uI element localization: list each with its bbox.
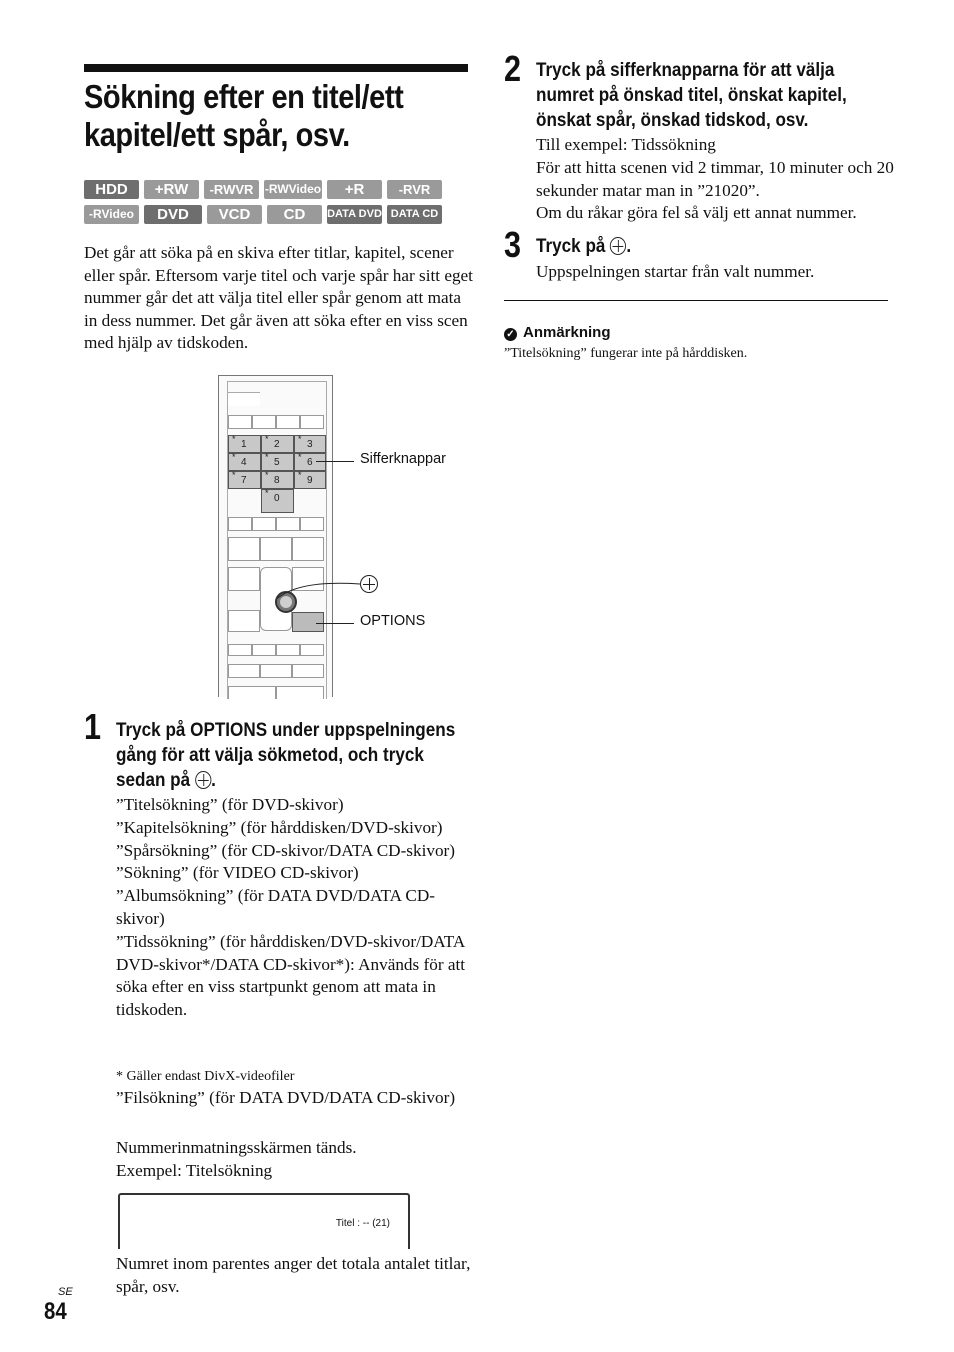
step-1-after-screen: Numret inom parentes anger det totala antalet titlar, spår, osv. [116, 1254, 471, 1296]
remote-key [300, 644, 324, 656]
digit-key-0: * 0 [261, 489, 294, 513]
remote-illustration [218, 375, 333, 697]
number-input-screen [118, 1193, 410, 1249]
remote-key [252, 415, 276, 429]
options-key [292, 612, 324, 632]
screen-title-count: Titel : -- (21) [335, 1218, 390, 1229]
step-1-footnote: * Gäller endast DivX-videofiler [116, 1069, 295, 1084]
digit-key-5: * 5 [261, 453, 294, 471]
remote-key [260, 537, 292, 561]
badge-data-cd: DATA CD [387, 205, 442, 224]
digit-key-1: * 1 [228, 435, 261, 453]
section-divider [504, 300, 888, 301]
badge-rw-video: -RWVideo [264, 180, 322, 199]
label-enter [360, 575, 378, 595]
note-heading [504, 324, 611, 341]
step-1-screen-shows: Nummerinmatningsskärmen tänds. Exempel: Titelsökning [116, 1138, 357, 1180]
remote-top-row [228, 392, 260, 406]
badge-dvd: DVD [144, 205, 202, 224]
note-heading-text: Anmärkning [523, 324, 611, 341]
step-2-body: Till exempel: Tidssökning För att hitta scenen vid 2 timmar, 10 minuter och 20 sekunder matar man in ”21020”. Om du råkar göra fel så välj ett annat nummer. [536, 135, 894, 223]
digit-key-7: * 7 [228, 471, 261, 489]
digit-key-6: * 6 [294, 453, 326, 471]
step-3-heading: Tryck på . [536, 236, 632, 257]
intro-paragraph: Det går att söka på en skiva efter titlar, kapitel, scener eller spår. Eftersom varje titel och varje spår har sitt eget nummer går det att välja titel eller spår genom att mata in dess nummer. Det går även att söka efter en viss scen med hjälp av tidskoden. [84, 243, 473, 353]
badge-data-dvd: DATA DVD [327, 205, 382, 224]
step-1-file-search: ”Filsökning” (för DATA DVD/DATA CD-skivor) [116, 1088, 456, 1107]
remote-key [276, 686, 324, 699]
enter-icon [610, 237, 626, 255]
badge-plus-rw: +RW [144, 180, 199, 199]
remote-key [252, 644, 276, 656]
badge-vcd: VCD [207, 205, 262, 224]
digit-key-4: * 4 [228, 453, 261, 471]
label-options: OPTIONS [360, 613, 426, 629]
remote-key [276, 644, 300, 656]
step-3-heading-text: Tryck på [536, 236, 606, 257]
digit-key-2: * 2 [261, 435, 294, 453]
step-2-number: 2 [504, 48, 522, 89]
step-1-heading-text: Tryck på OPTIONS under uppspelningens gång för att välja sökmetod, och tryck sedan på [116, 720, 456, 791]
note-icon: ✓ [504, 328, 517, 341]
badge-r-video: -RVideo [84, 205, 139, 224]
title-rule [84, 64, 468, 72]
step-1-number: 1 [84, 706, 102, 747]
badge-plus-r: +R [327, 180, 382, 199]
callout-line-options [316, 623, 354, 624]
remote-key [292, 537, 324, 561]
remote-key [276, 517, 300, 531]
remote-key [228, 610, 260, 632]
page-language: SE [58, 1286, 73, 1298]
remote-key [292, 664, 324, 678]
remote-key [300, 517, 324, 531]
label-number-keys: Sifferknappar [360, 451, 446, 467]
disc-badges [84, 180, 468, 224]
remote-key [300, 415, 324, 429]
remote-key [228, 686, 276, 699]
remote-key [228, 664, 260, 678]
remote-body [227, 381, 327, 699]
callout-line-numbers [316, 461, 354, 462]
remote-key [228, 644, 252, 656]
badge-cd: CD [267, 205, 322, 224]
step-3-body: Uppspelningen startar från valt nummer. [536, 262, 815, 281]
page-title: Sökning efter en titel/ett kapitel/ett spår, osv. [84, 78, 404, 153]
remote-key [228, 517, 252, 531]
digit-key-3: * 3 [294, 435, 326, 453]
digit-key-8: * 8 [261, 471, 294, 489]
note-text: ”Titelsökning” fungerar inte på hårddisken. [504, 346, 748, 361]
callout-line-enter [270, 580, 365, 600]
step-1-options-list: ”Titelsökning” (för DVD-skivor) ”Kapitelsökning” (för hårddisken/DVD-skivor) ”Spårsökning” (för CD-skivor/DATA CD-skivor) ”Sökning” (för VIDEO CD-skivor) ”Albumsökning” (för DATA DVD/DATA CD-skivor) ”Tidssökning” (för hårddisken/DVD-skivor/DATA DVD-skivor*/DATA CD-skivor*): Används för att söka efter en viss startpunkt genom att mata in tidskoden. [116, 795, 466, 1020]
remote-key [252, 517, 276, 531]
digit-key-9: * 9 [294, 471, 326, 489]
remote-key [228, 567, 260, 591]
step-3-number: 3 [504, 224, 522, 265]
enter-icon [360, 575, 378, 593]
badge-rw-vr: -RWVR [204, 180, 259, 199]
remote-key [260, 664, 292, 678]
badge-r-vr: -RVR [387, 180, 442, 199]
step-1-heading: Tryck på OPTIONS under uppspelningens gång för att välja sökmetod, och tryck sedan på . [116, 720, 456, 791]
remote-key [228, 415, 252, 429]
page-number: 84 [44, 1298, 67, 1325]
remote-key [228, 537, 260, 561]
remote-key [276, 415, 300, 429]
badge-hdd: HDD [84, 180, 139, 199]
step-2-heading: Tryck på sifferknapparna för att välja numret på önskad titel, önskat kapitel, önskat spår, önskad tidskod, osv. [536, 60, 847, 131]
enter-icon [195, 771, 211, 789]
